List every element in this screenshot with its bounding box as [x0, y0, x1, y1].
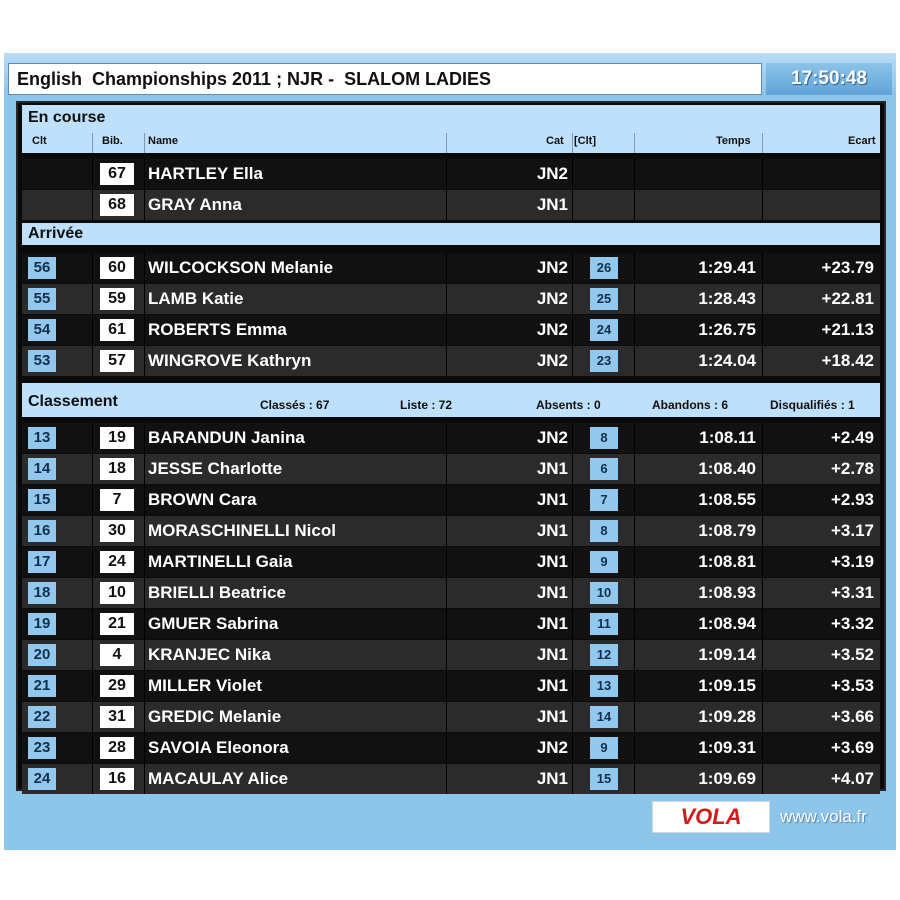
bib-number: 18 [100, 458, 134, 480]
table-row [22, 454, 880, 484]
time-gap: +3.69 [830, 738, 874, 757]
athlete-name: WINGROVE Kathryn [148, 351, 312, 370]
rank-badge: 16 [28, 520, 56, 542]
category: JN2 [536, 320, 568, 339]
run-time: 1:09.14 [698, 645, 756, 664]
table-row [22, 578, 880, 608]
category-rank-badge: 8 [590, 520, 618, 542]
col-divider [572, 423, 573, 453]
col-divider [144, 346, 145, 376]
col-divider [92, 609, 93, 639]
rank-badge: 22 [28, 706, 56, 728]
col-header-name: Name [148, 135, 178, 147]
col-divider [762, 133, 763, 153]
table-row [22, 423, 880, 453]
category: JN2 [536, 289, 568, 308]
run-time: 1:08.93 [698, 583, 756, 602]
col-header-clt: Clt [32, 135, 47, 147]
rank-badge: 23 [28, 737, 56, 759]
col-divider [92, 346, 93, 376]
col-divider [634, 159, 635, 189]
bib-number: 30 [100, 520, 134, 542]
time-gap: +2.93 [830, 490, 874, 509]
col-divider [92, 547, 93, 577]
category: JN1 [536, 583, 568, 602]
bib-number: 31 [100, 706, 134, 728]
col-divider [92, 485, 93, 515]
run-time: 1:08.11 [699, 428, 756, 447]
bib-number: 29 [100, 675, 134, 697]
category-rank-badge: 7 [590, 489, 618, 511]
run-time: 1:09.69 [698, 769, 756, 788]
col-divider [572, 190, 573, 220]
category: JN1 [536, 195, 568, 214]
athlete-name: JESSE Charlotte [148, 459, 283, 478]
rank-badge: 15 [28, 489, 56, 511]
table-row [22, 485, 880, 515]
col-divider [92, 733, 93, 763]
col-divider [446, 159, 447, 189]
bib-number: 19 [100, 427, 134, 449]
col-divider [92, 516, 93, 546]
col-divider [572, 547, 573, 577]
table-row [22, 516, 880, 546]
col-divider [144, 133, 145, 153]
col-divider [92, 764, 93, 794]
classement-title: Classement [28, 393, 118, 410]
col-divider [92, 315, 93, 345]
athlete-name: GMUER Sabrina [148, 614, 279, 633]
table-row [22, 640, 880, 670]
col-divider [144, 485, 145, 515]
col-divider [446, 253, 447, 283]
time-gap: +2.78 [830, 459, 874, 478]
rank-badge: 55 [28, 288, 56, 310]
col-divider [144, 733, 145, 763]
rank-badge: 56 [28, 257, 56, 279]
rank-badge: 14 [28, 458, 56, 480]
category-rank-badge: 14 [590, 706, 618, 728]
bib-number: 67 [100, 163, 134, 185]
run-time: 1:08.81 [698, 552, 756, 571]
col-divider [446, 578, 447, 608]
col-divider [634, 190, 635, 220]
col-divider [144, 454, 145, 484]
col-divider [92, 253, 93, 283]
col-divider [572, 159, 573, 189]
time-gap: +3.17 [830, 521, 874, 540]
time-gap: +3.53 [830, 676, 874, 695]
col-divider [572, 485, 573, 515]
run-time: 1:08.94 [698, 614, 756, 633]
table-row [22, 671, 880, 701]
rank-badge: 20 [28, 644, 56, 666]
bib-number: 24 [100, 551, 134, 573]
results-board [4, 53, 896, 850]
bib-number: 28 [100, 737, 134, 759]
category-rank-badge: 25 [590, 288, 618, 310]
col-divider [572, 764, 573, 794]
arrivee-header [22, 223, 880, 245]
time-gap: +3.52 [830, 645, 874, 664]
footer-url: www.vola.fr [780, 807, 867, 826]
table-row [22, 315, 880, 345]
table-row [22, 253, 880, 283]
athlete-name: ROBERTS Emma [148, 320, 287, 339]
athlete-name: HARTLEY Ella [148, 164, 263, 183]
category: JN1 [536, 614, 568, 633]
athlete-name: MACAULAY Alice [148, 769, 289, 788]
category: JN1 [536, 459, 568, 478]
category: JN2 [536, 351, 568, 370]
col-divider [92, 159, 93, 189]
rank-badge: 19 [28, 613, 56, 635]
table-row [22, 159, 880, 189]
time-gap: +23.79 [821, 258, 874, 277]
col-header-ecart: Ecart [848, 135, 876, 147]
bib-number: 61 [100, 319, 134, 341]
rank-badge: 13 [28, 427, 56, 449]
col-divider [572, 578, 573, 608]
athlete-name: KRANJEC Nika [148, 645, 271, 664]
stat-absents: Absents : 0 [536, 398, 601, 412]
category-rank-badge: 6 [590, 458, 618, 480]
athlete-name: LAMB Katie [148, 289, 244, 308]
category: JN2 [536, 258, 568, 277]
col-divider [92, 423, 93, 453]
col-divider [446, 702, 447, 732]
category: JN1 [536, 645, 568, 664]
bib-number: 10 [100, 582, 134, 604]
col-divider [446, 609, 447, 639]
col-divider [572, 454, 573, 484]
logo-text: VOLA [680, 804, 742, 829]
run-time: 1:28.43 [698, 289, 756, 308]
col-divider [144, 578, 145, 608]
category-rank-badge: 23 [590, 350, 618, 372]
col-divider [572, 671, 573, 701]
bib-number: 60 [100, 257, 134, 279]
run-time: 1:24.04 [698, 351, 756, 370]
col-divider [572, 346, 573, 376]
bib-number: 57 [100, 350, 134, 372]
col-divider [144, 640, 145, 670]
col-divider [634, 133, 635, 153]
time-gap: +3.19 [830, 552, 874, 571]
category: JN1 [536, 521, 568, 540]
athlete-name: GRAY Anna [148, 195, 242, 214]
col-divider [92, 454, 93, 484]
en-course-title: En course [28, 109, 106, 126]
col-divider [144, 315, 145, 345]
col-divider [572, 609, 573, 639]
vola-logo [652, 801, 770, 833]
col-divider [144, 671, 145, 701]
col-divider [446, 671, 447, 701]
run-time: 1:08.55 [698, 490, 756, 509]
en-course-header [22, 105, 880, 153]
col-divider [446, 423, 447, 453]
run-time: 1:08.40 [698, 459, 756, 478]
category-rank-badge: 13 [590, 675, 618, 697]
athlete-name: BROWN Cara [148, 490, 257, 509]
time-gap: +2.49 [830, 428, 874, 447]
classement-header [22, 383, 880, 417]
col-divider [446, 454, 447, 484]
category-rank-badge: 10 [590, 582, 618, 604]
col-divider [762, 159, 763, 189]
table-row [22, 190, 880, 220]
table-row [22, 702, 880, 732]
run-time: 1:09.15 [698, 676, 756, 695]
table-row [22, 733, 880, 763]
col-divider [92, 284, 93, 314]
athlete-name: BRIELLI Beatrice [148, 583, 286, 602]
table-row [22, 764, 880, 794]
rank-badge: 21 [28, 675, 56, 697]
category-rank-badge: 15 [590, 768, 618, 790]
col-divider [92, 671, 93, 701]
col-divider [144, 284, 145, 314]
rank-badge: 24 [28, 768, 56, 790]
results-panel [16, 101, 886, 791]
category: JN1 [536, 676, 568, 695]
bib-number: 68 [100, 194, 134, 216]
col-divider [446, 284, 447, 314]
col-divider [144, 159, 145, 189]
bib-number: 7 [100, 489, 134, 511]
athlete-name: MORASCHINELLI Nicol [148, 521, 336, 540]
col-divider [572, 133, 573, 153]
category: JN1 [536, 552, 568, 571]
run-time: 1:26.75 [698, 320, 756, 339]
col-divider [144, 516, 145, 546]
col-divider [144, 190, 145, 220]
time-gap: +18.42 [821, 351, 874, 370]
athlete-name: SAVOIA Eleonora [148, 738, 289, 757]
category-rank-badge: 11 [590, 613, 618, 635]
col-divider [144, 702, 145, 732]
col-divider [446, 516, 447, 546]
run-time: 1:08.79 [698, 521, 756, 540]
col-divider [92, 640, 93, 670]
athlete-name: BARANDUN Janina [148, 428, 305, 447]
run-time: 1:09.28 [698, 707, 756, 726]
col-divider [446, 764, 447, 794]
col-divider [144, 764, 145, 794]
col-divider [92, 702, 93, 732]
table-row [22, 609, 880, 639]
arrivee-title: Arrivée [28, 225, 84, 242]
table-row [22, 284, 880, 314]
rank-badge: 53 [28, 350, 56, 372]
bib-number: 4 [100, 644, 134, 666]
category: JN2 [536, 738, 568, 757]
col-divider [446, 190, 447, 220]
time-gap: +21.13 [821, 320, 874, 339]
athlete-name: MILLER Violet [148, 676, 262, 695]
page-title: English Championships 2011 ; NJR - SLALOM LADIES [8, 63, 762, 95]
table-row [22, 346, 880, 376]
col-header-bib: Bib. [102, 135, 123, 147]
col-divider [446, 640, 447, 670]
bib-number: 16 [100, 768, 134, 790]
col-divider [572, 702, 573, 732]
col-divider [144, 547, 145, 577]
category: JN1 [536, 769, 568, 788]
rank-badge: 54 [28, 319, 56, 341]
rank-badge: 17 [28, 551, 56, 573]
col-divider [572, 733, 573, 763]
col-divider [572, 315, 573, 345]
col-divider [572, 284, 573, 314]
category-rank-badge: 9 [590, 737, 618, 759]
stat-disqualifies: Disqualifiés : 1 [770, 398, 855, 412]
col-divider [92, 133, 93, 153]
table-row [22, 547, 880, 577]
category: JN1 [536, 707, 568, 726]
col-header-clt-bracket: [Clt] [574, 135, 596, 147]
category-rank-badge: 24 [590, 319, 618, 341]
col-divider [572, 640, 573, 670]
col-divider [446, 315, 447, 345]
col-divider [762, 190, 763, 220]
col-divider [144, 423, 145, 453]
category: JN2 [536, 428, 568, 447]
col-divider [446, 346, 447, 376]
title-bar [4, 53, 896, 95]
time-gap: +3.32 [830, 614, 874, 633]
stat-abandons: Abandons : 6 [652, 398, 729, 412]
stat-classes: Classés : 67 [260, 398, 330, 412]
col-divider [446, 133, 447, 153]
time-gap: +3.31 [830, 583, 874, 602]
category-rank-badge: 12 [590, 644, 618, 666]
athlete-name: GREDIC Melanie [148, 707, 282, 726]
col-divider [572, 516, 573, 546]
run-time: 1:09.31 [698, 738, 756, 757]
time-gap: +22.81 [821, 289, 874, 308]
col-header-cat: Cat [546, 135, 564, 147]
col-divider [446, 733, 447, 763]
col-divider [446, 547, 447, 577]
col-divider [92, 190, 93, 220]
clock-display: 17:50:48 [766, 63, 892, 95]
category-rank-badge: 26 [590, 257, 618, 279]
stat-liste: Liste : 72 [400, 398, 453, 412]
category-rank-badge: 8 [590, 427, 618, 449]
category-rank-badge: 9 [590, 551, 618, 573]
athlete-name: MARTINELLI Gaia [148, 552, 293, 571]
time-gap: +3.66 [830, 707, 874, 726]
athlete-name: WILCOCKSON Melanie [148, 258, 334, 277]
col-divider [446, 485, 447, 515]
col-divider [572, 253, 573, 283]
col-divider [144, 253, 145, 283]
rank-badge: 18 [28, 582, 56, 604]
bib-number: 21 [100, 613, 134, 635]
bib-number: 59 [100, 288, 134, 310]
col-divider [92, 578, 93, 608]
run-time: 1:29.41 [698, 258, 756, 277]
time-gap: +4.07 [830, 769, 874, 788]
col-header-temps: Temps [716, 135, 751, 147]
category: JN2 [536, 164, 568, 183]
category: JN1 [536, 490, 568, 509]
col-divider [144, 609, 145, 639]
